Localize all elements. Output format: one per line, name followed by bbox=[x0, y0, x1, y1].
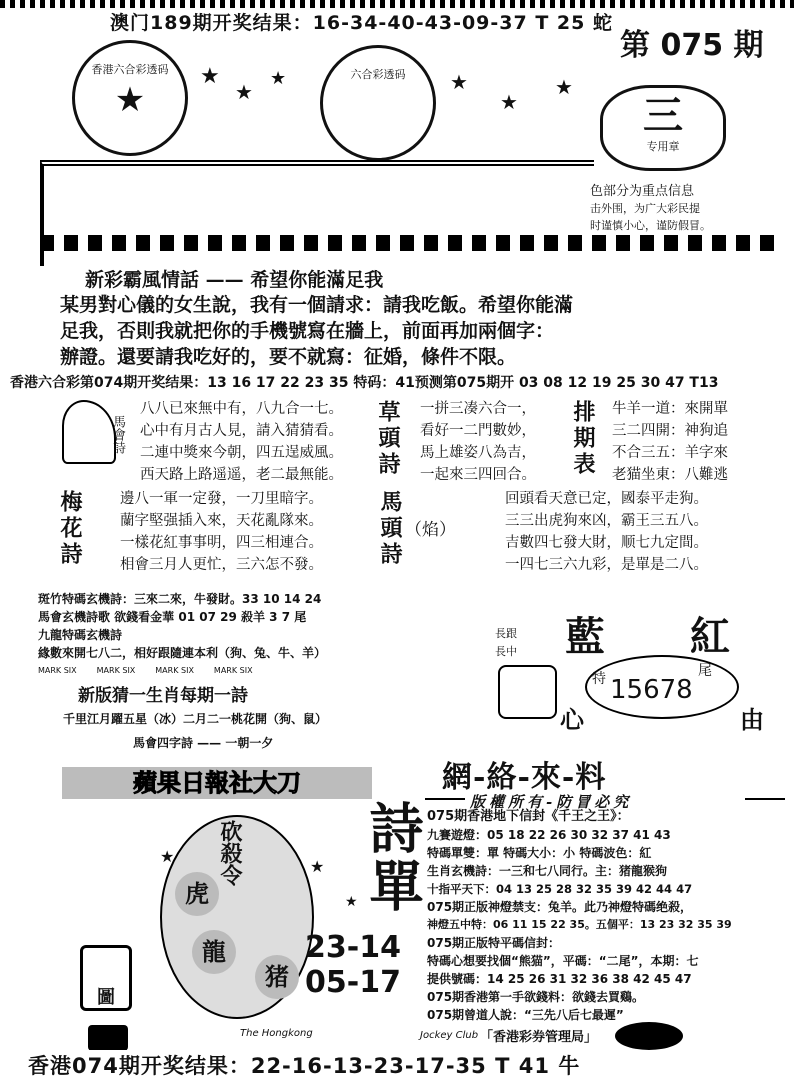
nums-line-1: 23-14 bbox=[305, 930, 401, 965]
poem-line: 一四七三六九彩，是單是二八。 bbox=[505, 557, 708, 573]
star-icon: ★ bbox=[270, 68, 287, 89]
poem-line: 看好一二門數妙， bbox=[420, 423, 536, 439]
poem-line: 回頭看天意已定，國泰平走狗。 bbox=[505, 491, 708, 507]
tail-char: 尾 bbox=[698, 663, 712, 679]
tail-number: 15678 bbox=[610, 675, 693, 705]
mark-six-row bbox=[38, 666, 478, 675]
poem-line: 不合三五：羊字來 bbox=[612, 445, 728, 461]
story-title: 新彩霸風情話 —— 希望你能滿足我 bbox=[85, 269, 384, 291]
fist-image bbox=[498, 665, 557, 719]
four-char-poem: 馬會四字詩 —— 一朝一夕 bbox=[133, 736, 274, 750]
network-line: 075期正版神燈禁支：兔羊。此乃神燈特碼绝殺， bbox=[427, 900, 693, 914]
mahead-poem bbox=[505, 488, 708, 576]
poem-line: 三二四開：神狗追 bbox=[612, 423, 728, 439]
right-stamp bbox=[600, 85, 726, 171]
poem-line: 相會三月人更忙，三六怎不發。 bbox=[120, 557, 323, 573]
left-stamp bbox=[72, 40, 188, 156]
poem-line: 馬上雄姿八為吉， bbox=[420, 445, 536, 461]
notice-line: 时谨慎小心，谨防假冒。 bbox=[590, 219, 711, 232]
network-title: 網-絡-來-料 bbox=[442, 760, 607, 795]
logo-mark: 三 bbox=[643, 93, 683, 139]
club-logo-right bbox=[615, 1022, 683, 1050]
story-line: 足我，否則我就把你的手機號寫在牆上，前面再加兩個字： bbox=[60, 320, 555, 342]
grass-poem-label: 草頭詩 bbox=[375, 400, 401, 478]
network-line: 九賽遊燈：05 18 22 26 30 32 37 41 43 bbox=[427, 828, 671, 842]
club-chinese: 「香港彩券管理局」 bbox=[480, 1030, 598, 1045]
poem-line: 一拼三凑六合一， bbox=[420, 401, 536, 417]
star-icon: ★ bbox=[555, 75, 573, 99]
poem-line: 一起來三四回合。 bbox=[420, 467, 536, 483]
mystic-line: 緣數來開七八二，相好跟隨連本利（狗、兔、牛、羊） bbox=[38, 646, 327, 660]
club-english-2: Jockey Club bbox=[420, 1030, 479, 1041]
network-line: 特碼單雙：單 特碼大小：小 特碼波色：紅 bbox=[427, 846, 652, 860]
club-english-1: The Hongkong bbox=[240, 1028, 313, 1039]
poem-line: 二連中獎來今朝，四五逞威風。 bbox=[140, 445, 343, 461]
apple-banner: 蘋果日報社大刀 bbox=[62, 767, 372, 799]
pai-list bbox=[612, 398, 728, 486]
hk-result-prediction: 香港六合彩第074期开奖结果：13 16 17 22 23 35 特码：41预测第075期开 03 08 12 19 25 30 47 T13 bbox=[10, 375, 719, 391]
macau-result-text: 澳门189期开奖结果：16-34-40-43-09-37 T 25 蛇 bbox=[110, 12, 613, 32]
mark-six-logo: MARK SIX bbox=[213, 666, 253, 675]
poem-line: 蘭字堅强插入來，天花亂隊來。 bbox=[120, 513, 323, 529]
star-icon: ★ bbox=[500, 90, 518, 114]
mahead-note: （焰） bbox=[405, 520, 456, 540]
divider bbox=[745, 798, 785, 800]
story-line: 辦證。還要請我吃好的，要不就寫：征婚，條件不限。 bbox=[60, 346, 517, 368]
poem-line: 心中有月古人見，請入猜猜看。 bbox=[140, 423, 343, 439]
dragon-ball: 龍 bbox=[192, 930, 236, 974]
poem-line: 牛羊一道：來開單 bbox=[612, 401, 728, 417]
poem-line: 老猫坐東：八難逃 bbox=[612, 467, 728, 483]
story-body bbox=[60, 292, 780, 370]
seal-stamp: 圖 bbox=[80, 945, 132, 1011]
network-line: 生肖玄機詩：一三和七八同行。主：猪龍猴狗 bbox=[427, 864, 668, 878]
new-poem-line: 千里江月躍五星（冰）二月二一桃花開（狗、鼠） bbox=[63, 712, 328, 726]
left-stamp-text: 香港六合彩透码 bbox=[91, 63, 169, 76]
notice-line: 色部分为重点信息 bbox=[590, 184, 695, 199]
middle-stamp-text: 六合彩透码 bbox=[350, 68, 406, 81]
network-line: 075期香港地下信封《千王之王》： bbox=[427, 809, 630, 824]
pai-label: 排期表 bbox=[570, 400, 596, 478]
blue-char: 藍 bbox=[565, 613, 605, 660]
network-line: 特碼心想要找個“熊猫”，平碼：“二尾”，本期：七 bbox=[427, 954, 699, 968]
divider bbox=[425, 798, 465, 800]
poem-line: 八八已來無中有，八九合一七。 bbox=[140, 401, 343, 417]
long-follow-text: 長跟 bbox=[495, 627, 517, 640]
mystic-line: 九龍特碼玄機詩 bbox=[38, 628, 123, 642]
network-line: 075期曾道人說：“三先八后七最遲” bbox=[427, 1008, 624, 1022]
network-subtitle: 版權所有-防冒必究 bbox=[470, 793, 633, 811]
network-line: 075期正版特平碼信封： bbox=[427, 936, 561, 950]
right-stamp-text: 专用章 bbox=[646, 140, 680, 153]
long-follow-label bbox=[495, 625, 517, 661]
kill-order: 砍殺令 bbox=[217, 820, 243, 886]
star-icon: ★ bbox=[310, 857, 325, 876]
network-line: 十指平天下：04 13 25 28 32 35 39 42 44 47 bbox=[427, 882, 693, 896]
you-char: 由 bbox=[740, 705, 764, 734]
mark-six-logo: MARK SIX bbox=[96, 666, 136, 675]
club-logo-left bbox=[88, 1025, 128, 1051]
bottom-banner bbox=[0, 1050, 794, 1077]
special-char: 特 bbox=[592, 671, 606, 687]
story-line: 某男對心儀的女生說，我有一個請求：請我吃飯。希望你能滿 bbox=[60, 294, 574, 316]
red-char: 紅 bbox=[690, 613, 730, 660]
plum-poem bbox=[120, 488, 323, 576]
long-in-text: 長中 bbox=[495, 645, 517, 658]
issue-label: 第 075 期 bbox=[620, 28, 764, 63]
tiger-ball: 虎 bbox=[175, 872, 219, 916]
ornament-border bbox=[40, 235, 780, 251]
grass-poem bbox=[420, 398, 536, 486]
mark-six-logo: MARK SIX bbox=[38, 666, 77, 675]
plum-poem-label: 梅花詩 bbox=[57, 490, 83, 568]
notice-box bbox=[590, 183, 750, 234]
star-icon: ★ bbox=[200, 64, 220, 89]
mark-six-logo: MARK SIX bbox=[155, 666, 194, 675]
mystic-line: 馬會玄機詩歌 欲錢看金華 01 07 29 殺羊 3 7 尾 bbox=[38, 610, 307, 624]
network-line: 提供號碼：14 25 26 31 32 36 38 42 45 47 bbox=[427, 972, 692, 986]
mystic-block bbox=[38, 590, 478, 752]
star-icon: ★ bbox=[160, 847, 175, 866]
middle-stamp bbox=[320, 45, 436, 161]
heart-char: 心 bbox=[560, 705, 584, 734]
network-line: 075期香港第一手欲錢料：欲錢去買鷄。 bbox=[427, 990, 645, 1004]
new-poem-title: 新版猜一生肖每期一詩 bbox=[78, 686, 248, 706]
horse-poem bbox=[140, 398, 343, 486]
star-icon: ★ bbox=[450, 70, 468, 94]
poem-line: 三三出虎狗來凶，霸王三五八。 bbox=[505, 513, 708, 529]
poem-big-title: 詩單 bbox=[361, 800, 425, 916]
mystic-line: 斑竹特碼玄機詩：三來二來，牛發財。33 10 14 24 bbox=[38, 592, 322, 606]
star-icon: ★ bbox=[345, 894, 358, 910]
poem-line: 吉數四七發大財，顺七九定間。 bbox=[505, 535, 708, 551]
poem-line: 邊八一軍一定發，一刀里暗字。 bbox=[120, 491, 323, 507]
nums-line-2: 05-17 bbox=[305, 965, 401, 1000]
network-line: 神燈五中特：06 11 15 22 35。五個平：13 23 32 35 39 bbox=[427, 918, 732, 931]
pig-ball: 猪 bbox=[255, 955, 299, 999]
horse-poem-label: 馬會詩 bbox=[110, 415, 125, 454]
network-list bbox=[427, 808, 789, 1024]
star-icon: ★ bbox=[114, 80, 146, 120]
poem-line: 西天路上路遥遥，老二最無能。 bbox=[140, 467, 343, 483]
star-icon: ★ bbox=[235, 80, 253, 104]
notice-line: 击外围，为广大彩民提 bbox=[590, 202, 700, 215]
hk-074-result: 香港074期开奖结果：22-16-13-23-17-35 T 41 牛 bbox=[28, 1054, 581, 1078]
poem-line: 一樣花紅事事明，四三相連合。 bbox=[120, 535, 323, 551]
mahead-poem-label: 馬頭詩 bbox=[377, 490, 403, 568]
